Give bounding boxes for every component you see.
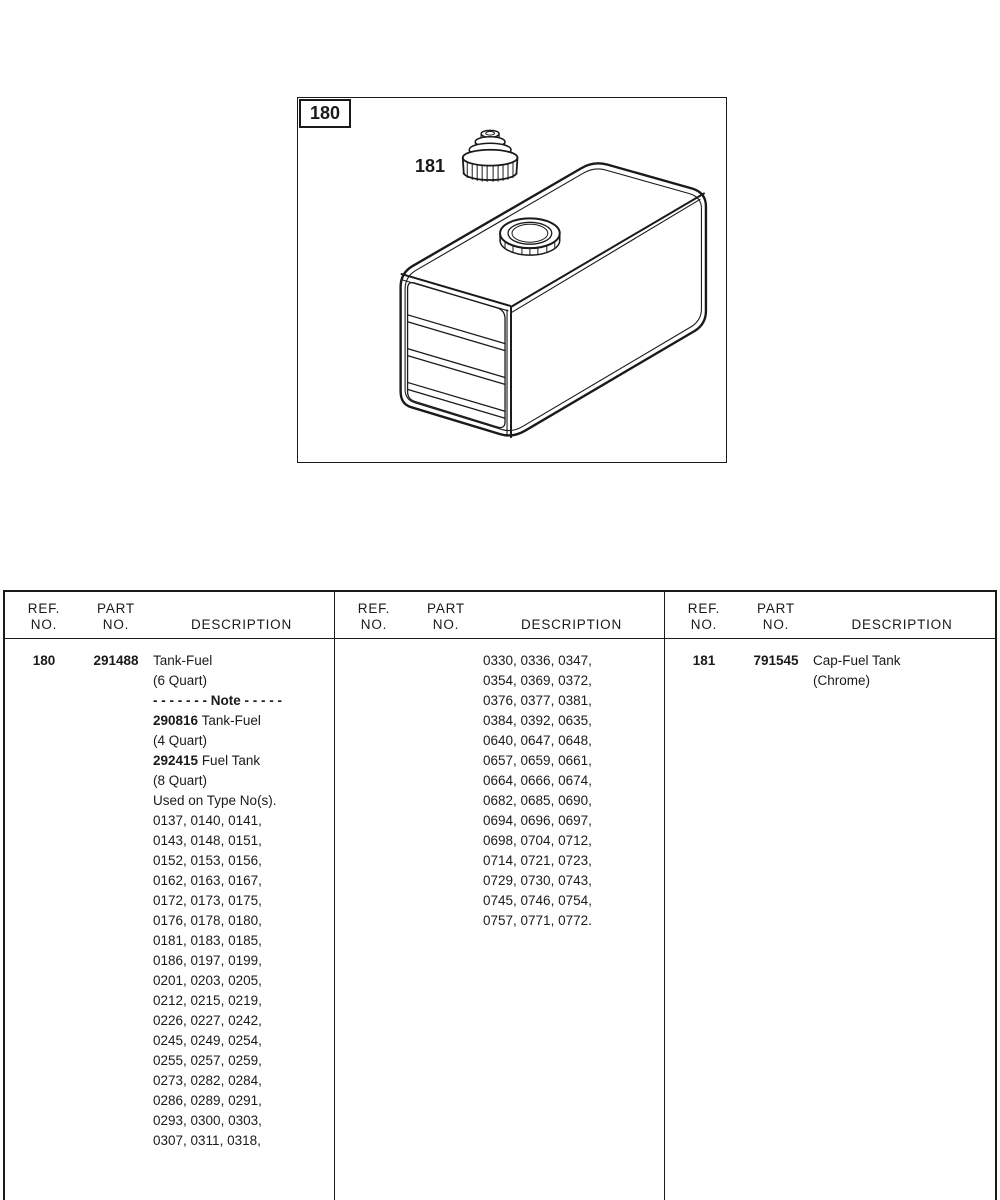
table-body (665, 639, 995, 691)
fuel-tank-body-drawing (401, 163, 706, 437)
description-line: 0152, 0153, 0156, (153, 853, 262, 868)
table-column-1 (5, 592, 335, 1200)
description-line: 0143, 0148, 0151, (153, 833, 262, 848)
description-line: Cap-Fuel Tank (813, 653, 901, 668)
table-column-2 (335, 592, 665, 1200)
fuel-cap-drawing (463, 130, 518, 181)
description-line: 0354, 0369, 0372, (483, 673, 592, 688)
description-line: 0273, 0282, 0284, (153, 1073, 262, 1088)
description-lines (149, 651, 334, 1151)
description-line: 0293, 0300, 0303, (153, 1113, 262, 1128)
description-line: (4 Quart) (153, 733, 208, 748)
description-line: 0384, 0392, 0635, (483, 713, 592, 728)
description-header: DESCRIPTION (851, 617, 953, 632)
table-header (335, 592, 664, 639)
description-line: 0714, 0721, 0723, (483, 853, 592, 868)
description-line: 0137, 0140, 0141, (153, 813, 262, 828)
ref-no-header: REF. NO. (687, 601, 721, 632)
description-lines (479, 651, 664, 931)
description-line: 0757, 0771, 0772. (483, 913, 592, 928)
description-line: 0694, 0696, 0697, (483, 813, 592, 828)
description-line: 0181, 0183, 0185, (153, 933, 262, 948)
description-line: (8 Quart) (153, 773, 208, 788)
description-line: Tank-Fuel (153, 653, 213, 668)
part-no (413, 651, 479, 931)
description-header: DESCRIPTION (520, 617, 623, 632)
description-line: 0745, 0746, 0754, (483, 893, 592, 908)
part-no: 291488 (93, 653, 139, 668)
description-line: 0286, 0289, 0291, (153, 1093, 262, 1108)
ref-no-header: REF. NO. (357, 601, 391, 632)
table-body (335, 639, 664, 931)
description-line: - - - - - - - Note - - - - - (153, 693, 282, 708)
description-line: 292415 Fuel Tank (153, 753, 261, 768)
part-no: 791545 (753, 653, 799, 668)
description-line: 0255, 0257, 0259, (153, 1053, 262, 1068)
description-line: 0176, 0178, 0180, (153, 913, 262, 928)
part-no-header: PART NO. (757, 601, 795, 632)
description-line: 0664, 0666, 0674, (483, 773, 592, 788)
diagram-frame (297, 97, 727, 463)
fuel-tank-illustration (298, 98, 726, 462)
table-header (5, 592, 334, 639)
table-header (665, 592, 995, 639)
description-line: Used on Type No(s). (153, 793, 277, 808)
ref-no: 181 (692, 653, 716, 668)
description-line: 0172, 0173, 0175, (153, 893, 262, 908)
description-line: 0657, 0659, 0661, (483, 753, 592, 768)
description-line: 0162, 0163, 0167, (153, 873, 262, 888)
description-line: 0186, 0197, 0199, (153, 953, 262, 968)
description-line: 0245, 0249, 0254, (153, 1033, 262, 1048)
description-line: 0226, 0227, 0242, (153, 1013, 262, 1028)
description-header: DESCRIPTION (190, 617, 293, 632)
description-line: 0376, 0377, 0381, (483, 693, 592, 708)
diagram-ref-badge: 180 (299, 99, 351, 128)
table-column-3 (665, 592, 995, 1200)
part-no-header: PART NO. (97, 601, 135, 632)
part-no-header: PART NO. (427, 601, 465, 632)
description-line: 0201, 0203, 0205, (153, 973, 262, 988)
parts-table (3, 590, 997, 1200)
description-line: 290816 Tank-Fuel (153, 713, 261, 728)
description-line: 0729, 0730, 0743, (483, 873, 592, 888)
description-line: 0698, 0704, 0712, (483, 833, 592, 848)
description-line: 0330, 0336, 0347, (483, 653, 592, 668)
description-line: (Chrome) (813, 673, 871, 688)
description-line: 0307, 0311, 0318, (153, 1133, 261, 1148)
table-body (5, 639, 334, 1151)
ref-no-header: REF. NO. (27, 601, 61, 632)
description-line: (6 Quart) (153, 673, 208, 688)
description-line: 0682, 0685, 0690, (483, 793, 592, 808)
ref-no (335, 651, 413, 931)
description-line: 0212, 0215, 0219, (153, 993, 262, 1008)
description-line: 0640, 0647, 0648, (483, 733, 592, 748)
diagram-callout-181: 181 (415, 156, 446, 176)
description-lines (809, 651, 995, 691)
ref-no: 180 (32, 653, 56, 668)
